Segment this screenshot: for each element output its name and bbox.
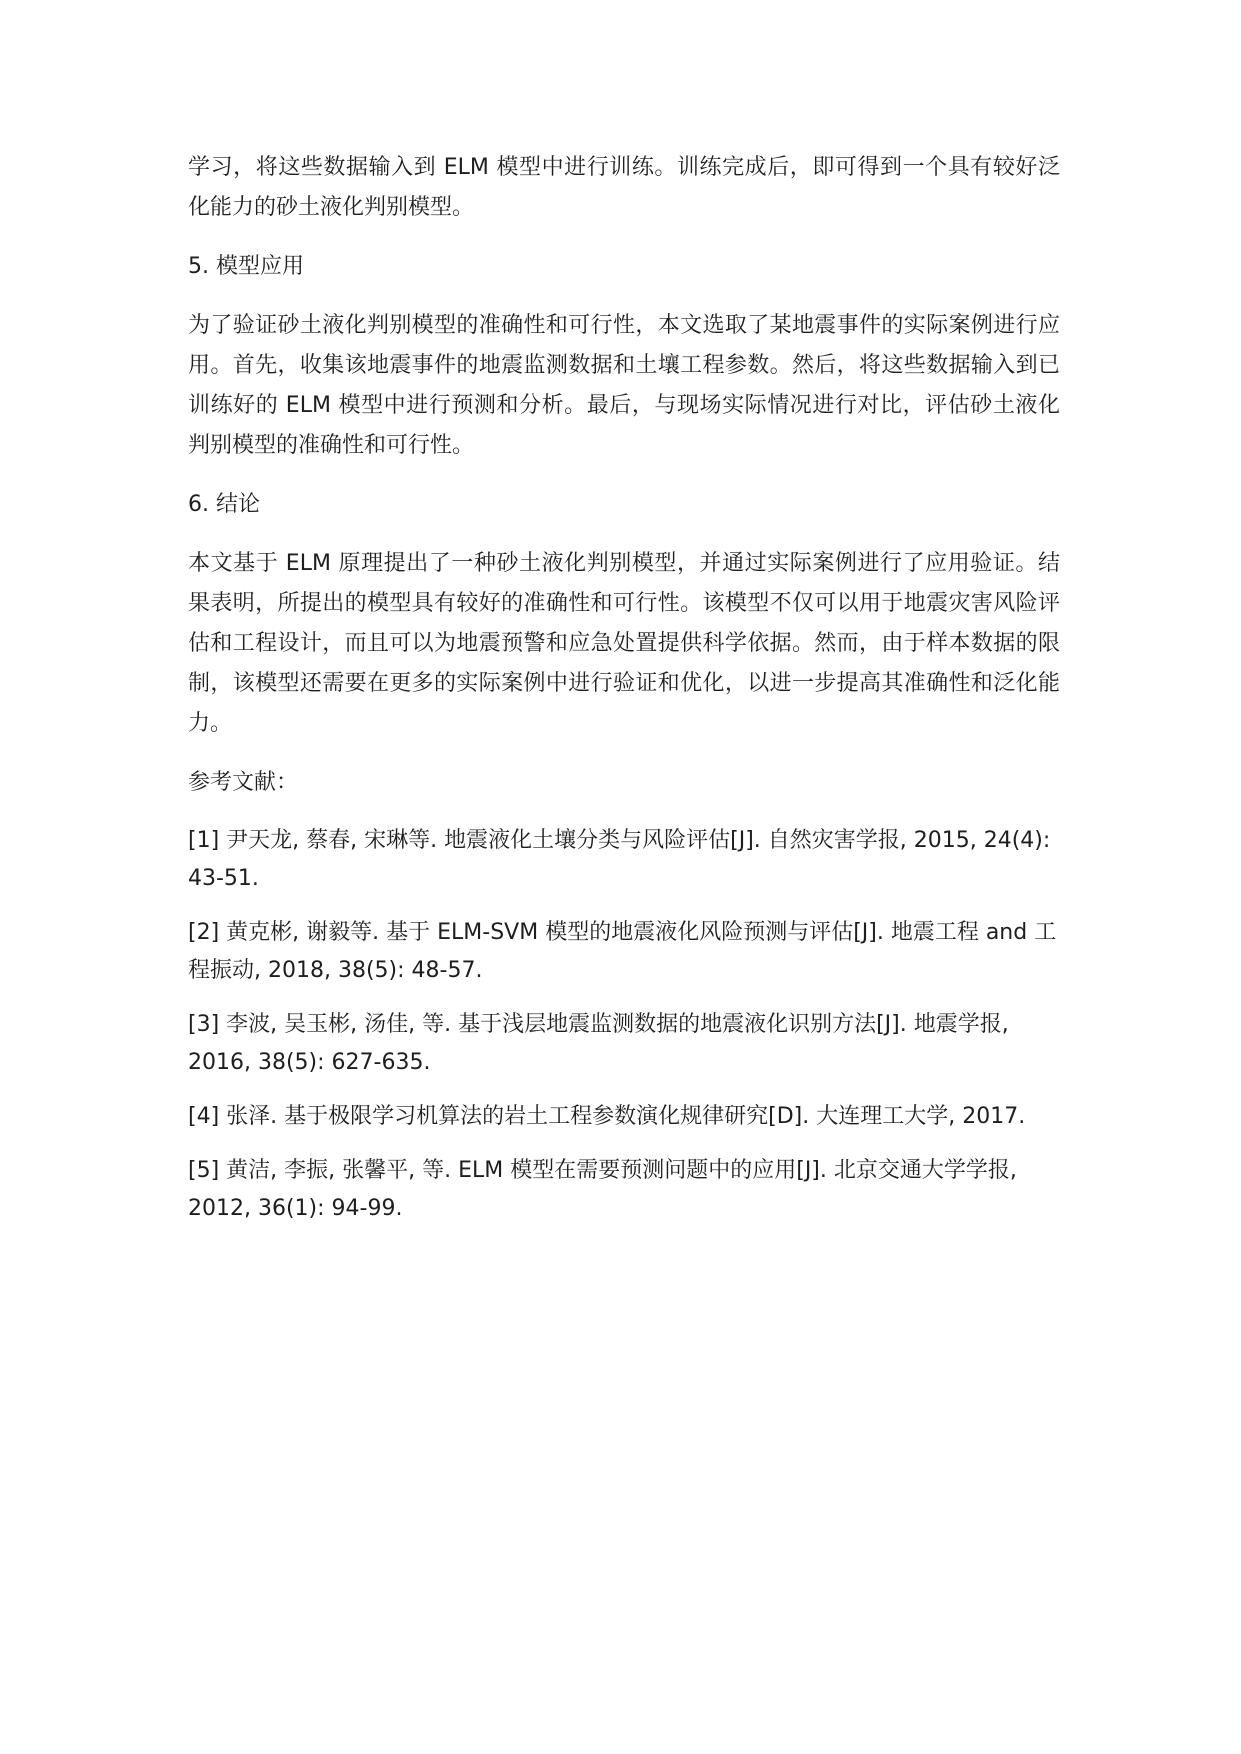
reference-item: [1] 尹天龙, 蔡春, 宋琳等. 地震液化土壤分类与风险评估[J]. 自然灾害学报, 2015, 24(4): 43-51. bbox=[188, 828, 1051, 891]
reference-list bbox=[188, 822, 1060, 1228]
section-heading-conclusion: 6. 结论 bbox=[188, 492, 260, 517]
references-heading: 参考文献： bbox=[188, 770, 299, 795]
paragraph-conclusion: 本文基于 ELM 原理提出了一种砂土液化判别模型，并通过实际案例进行了应用验证。结果表明，所提出的模型具有较好的准确性和可行性。该模型不仅可以用于地震灾害风险评估和工程设计，而且可以为地震预警和应急处置提供科学依据。然而，由于样本数据的限制，该模型还需要在更多的实际案例中进行验证和优化，以进一步提高其准确性和泛化能力。 bbox=[188, 551, 1060, 736]
reference-item: [2] 黄克彬, 谢毅等. 基于 ELM-SVM 模型的地震液化风险预测与评估[J]. 地震工程 and 工程振动, 2018, 38(5): 48-57. bbox=[188, 920, 1057, 983]
reference-item: [3] 李波, 吴玉彬, 汤佳, 等. 基于浅层地震监测数据的地震液化识别方法[J]. 地震学报, 2016, 38(5): 627-635. bbox=[188, 1012, 1009, 1075]
section-heading-model-application: 5. 模型应用 bbox=[188, 254, 304, 279]
document-page bbox=[188, 148, 1060, 1244]
paragraph-model-application: 为了验证砂土液化判别模型的准确性和可行性，本文选取了某地震事件的实际案例进行应用。首先，收集该地震事件的地震监测数据和土壤工程参数。然后，将这些数据输入到已训练好的 ELM 模型中进行预测和分析。最后，与现场实际情况进行对比，评估砂土液化判别模型的准确性和可行性。 bbox=[188, 313, 1060, 458]
reference-item: [4] 张泽. 基于极限学习机算法的岩土工程参数演化规律研究[D]. 大连理工大学, 2017. bbox=[188, 1104, 1026, 1129]
paragraph-training: 学习，将这些数据输入到 ELM 模型中进行训练。训练完成后，即可得到一个具有较好泛化能力的砂土液化判别模型。 bbox=[188, 155, 1060, 220]
reference-item: [5] 黄洁, 李振, 张馨平, 等. ELM 模型在需要预测问题中的应用[J]. 北京交通大学学报, 2012, 36(1): 94-99. bbox=[188, 1158, 1017, 1221]
